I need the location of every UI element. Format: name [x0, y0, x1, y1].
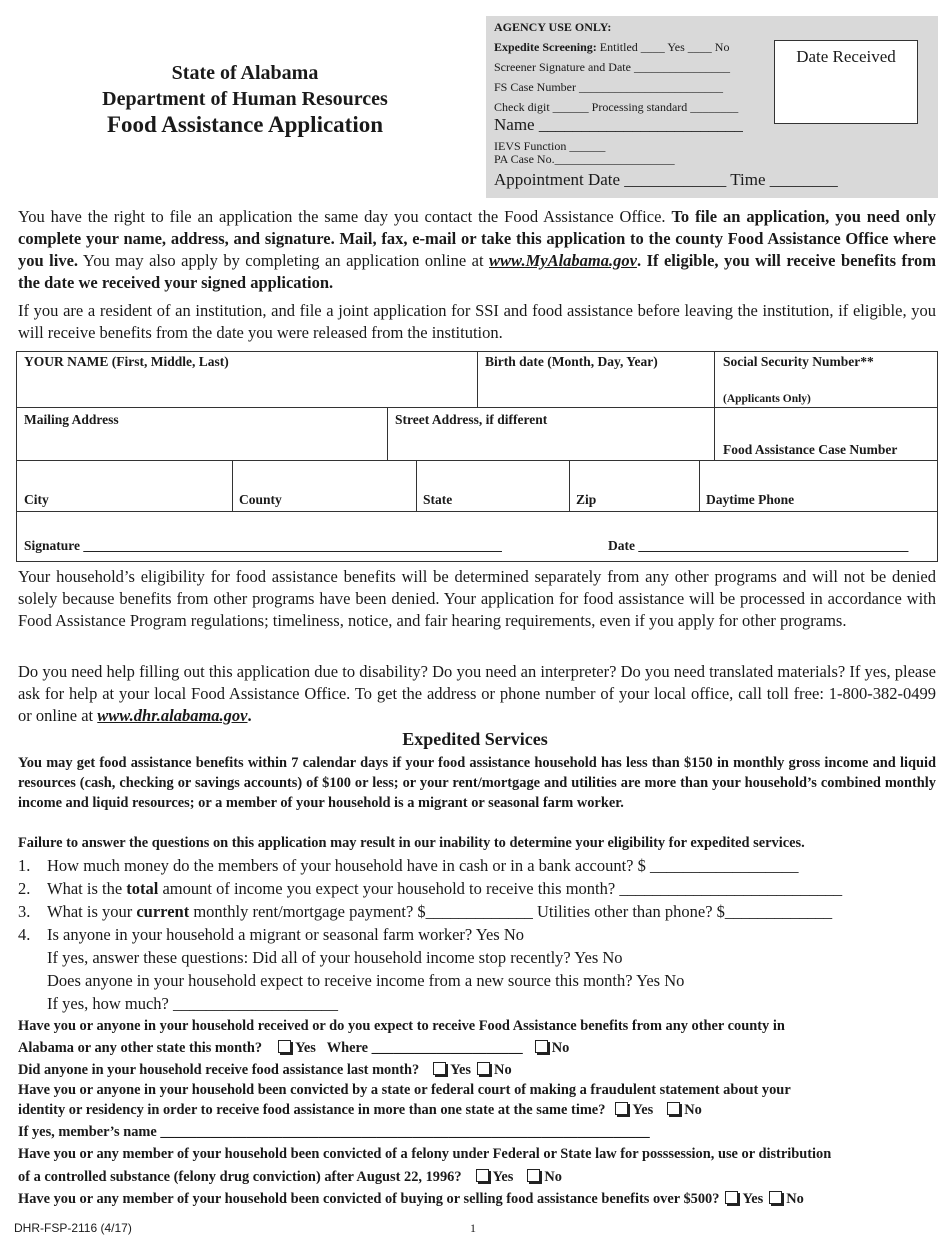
- other-county-question: Have you or anyone in your household received or do you expect to receive Food Assistance benefits from any other county in: [18, 1018, 785, 1034]
- daytime-phone-field[interactable]: Daytime Phone: [706, 492, 795, 507]
- pa-case-number: PA Case No.____________________: [494, 152, 675, 166]
- state-field[interactable]: State: [423, 492, 453, 507]
- trafficking-question: Have you or any member of your household been convicted of buying or selling food assistance benefits over $500? Yes No: [18, 1191, 804, 1207]
- other-county-no-checkbox[interactable]: [535, 1040, 548, 1053]
- street-address-field[interactable]: Street Address, if different: [395, 412, 548, 427]
- expedite-screening: Expedite Screening: Entitled ____ Yes ____ No: [494, 40, 730, 54]
- other-county-yes-checkbox[interactable]: [278, 1040, 291, 1053]
- birth-date-field[interactable]: Birth date (Month, Day, Year): [485, 354, 658, 369]
- trafficking-yes-checkbox[interactable]: [725, 1191, 738, 1204]
- help-paragraph: Do you need help filling out this application due to disability? Do you need an interpreter? Do you need translated materials? If yes, please ask for help at your local Food Assistance Office. To get the address or phone number of your local office, call toll free: 1-800-382-0499 or online at www.dhr.alabama.gov.: [18, 662, 936, 725]
- fraud-yes-checkbox[interactable]: [615, 1102, 628, 1115]
- form-title: Food Assistance Application: [106, 112, 384, 137]
- last-month-question: Did anyone in your household receive food assistance last month? Yes No: [18, 1062, 512, 1078]
- question-1: 1. How much money do the members of your household have in cash or in a bank account? $ __________________: [18, 856, 799, 875]
- agency-name-field: Name ________________________: [494, 115, 743, 134]
- myalabama-link[interactable]: www.MyAlabama.gov: [489, 251, 637, 270]
- case-number-field[interactable]: Food Assistance Case Number: [723, 442, 898, 457]
- felony-question: Have you or any member of your household been convicted of a felony under Federal or State law for posssession, use or distribution: [18, 1146, 832, 1162]
- signature-field[interactable]: Signature ______________________________________________________________: [24, 538, 502, 553]
- mailing-address-field[interactable]: Mailing Address: [24, 412, 119, 427]
- page-number: 1: [470, 1221, 476, 1235]
- department-name: Department of Human Resources: [102, 88, 388, 110]
- trafficking-no-checkbox[interactable]: [769, 1191, 782, 1204]
- ievs-function: IEVS Function ______: [494, 139, 606, 153]
- last-month-no-checkbox[interactable]: [477, 1062, 490, 1075]
- zip-field[interactable]: Zip: [576, 492, 597, 507]
- date-received-box: Date Received: [774, 40, 918, 124]
- your-name-field[interactable]: YOUR NAME (First, Middle, Last): [24, 354, 229, 369]
- member-name-field[interactable]: If yes, member’s name ____________________________________________________________________: [18, 1124, 650, 1140]
- expedited-intro: You may get food assistance benefits within 7 calendar days if your food assistance household has less than $150 in monthly gross income and liquid resources (cash, checking or savings accounts) of $100 or less; or your rent/mortgage and utilities are more than your household’s combined monthly income and liquid resources; or a member of your household is a migrant or seasonal farm worker.: [18, 755, 936, 811]
- ssn-field[interactable]: Social Security Number**: [723, 354, 874, 369]
- eligibility-paragraph: Your household’s eligibility for food assistance benefits will be determined separately from any other programs and will not be denied solely because benefits from other programs have been denied. Your application for food assistance will be processed in accordance with Food Assistance Program regulations; timeliness, notice, and fair hearing requirements, even if you apply for other programs.: [18, 567, 936, 630]
- last-month-yes-checkbox[interactable]: [433, 1062, 446, 1075]
- dhr-link[interactable]: www.dhr.alabama.gov: [97, 706, 248, 725]
- felony-yes-checkbox[interactable]: [476, 1169, 489, 1182]
- appointment-date: Appointment Date ____________ Time ________: [494, 170, 838, 189]
- applicants-only-note: (Applicants Only): [723, 393, 811, 405]
- question-2: 2. What is the total amount of income you expect your household to receive this month? ___________________________: [18, 879, 843, 898]
- fs-case-number: FS Case Number ________________________: [494, 80, 723, 94]
- felony-question-line2: of a controlled substance (felony drug conviction) after August 22, 1996? Yes No: [18, 1169, 562, 1185]
- signature-date-field[interactable]: Date ________________________________________: [608, 538, 909, 553]
- form-number: DHR-FSP-2116 (4/17): [14, 1221, 132, 1235]
- form-header: [30, 60, 460, 138]
- intro-paragraph-1: You have the right to file an application the same day you contact the Food Assistance Office. To file an application, you need only complete your name, address, and signature. Mail, fax, e-mail or take this application to the county Food Assistance Office where you live. You may also apply by completing an application online at www.MyAlabama.gov. If eligible, you will receive benefits from the date we received your signed application.: [18, 207, 936, 292]
- applicant-info-form: [16, 351, 938, 562]
- expedited-failure-note: Failure to answer the questions on this application may result in our inability to determine your eligibility for expedited services.: [18, 835, 805, 851]
- intro-paragraph-2: If you are a resident of an institution, and file a joint application for SSI and food assistance before leaving the institution, if eligible, you will receive benefits from the date you were released from the institution.: [18, 301, 936, 342]
- check-digit: Check digit ______ Processing standard ________: [494, 100, 739, 114]
- question-4c: If yes, how much? ____________________: [47, 994, 339, 1013]
- agency-use-only-box: [486, 16, 938, 198]
- question-4: 4. Is anyone in your household a migrant or seasonal farm worker? Yes No: [18, 925, 525, 944]
- state-name: State of Alabama: [171, 62, 319, 84]
- fraud-question-line2: identity or residency in order to receive food assistance in more than one state at the same time? Yes No: [18, 1102, 702, 1118]
- fraud-question: Have you or anyone in your household been convicted by a state or federal court of making a fraudulent statement about your: [18, 1082, 791, 1098]
- city-field[interactable]: City: [24, 492, 49, 507]
- question-4a: If yes, answer these questions: Did all of your household income stop recently? Yes No: [47, 948, 623, 967]
- question-3: 3. What is your current monthly rent/mortgage payment? $_____________ Utilities other than phone? $_____________: [18, 902, 833, 921]
- expedited-services-title: Expedited Services: [402, 729, 548, 749]
- fraud-no-checkbox[interactable]: [667, 1102, 680, 1115]
- felony-no-checkbox[interactable]: [527, 1169, 540, 1182]
- county-field[interactable]: County: [239, 492, 282, 507]
- screener-signature: Screener Signature and Date ________________: [494, 60, 730, 74]
- question-4b: Does anyone in your household expect to receive income from a new source this month? Yes No: [47, 971, 685, 990]
- other-county-question-line2: Alabama or any other state this month? Yes Where _____________________ No: [18, 1040, 570, 1056]
- agency-title: AGENCY USE ONLY:: [494, 20, 612, 34]
